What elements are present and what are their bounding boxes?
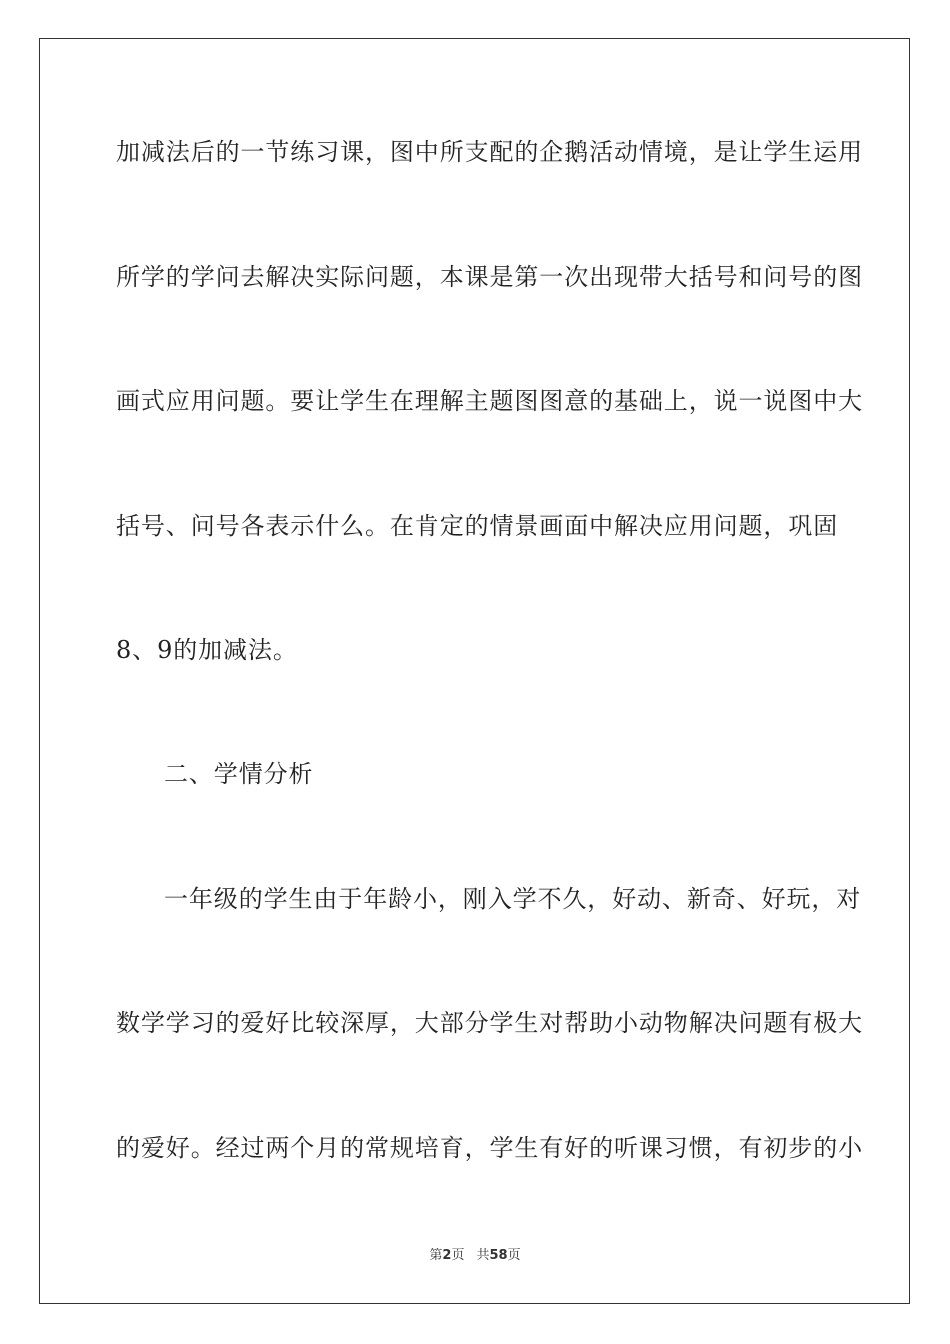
body-line: 画式应用问题。要让学生在理解主题图图意的基础上，说一说图中大 (116, 387, 863, 415)
page-border (39, 38, 910, 1304)
body-line: 8、9的加减法。 (116, 636, 298, 664)
footer-page-number: 2 (442, 1248, 452, 1263)
body-line: 一年级的学生由于年龄小，刚入学不久，好动、新奇、好玩，对 (164, 885, 862, 913)
footer-total-pages: 58 (489, 1248, 508, 1263)
body-line: 括号、问号各表示什么。在肯定的情景画面中解决应用问题，巩固 (116, 512, 839, 540)
page-footer (0, 1247, 950, 1265)
body-line: 的爱好。经过两个月的常规培育，学生有好的听课习惯，有初步的小 (116, 1134, 863, 1162)
section-heading: 二、学情分析 (164, 760, 314, 788)
body-line: 加减法后的一节练习课，图中所支配的企鹅活动情境，是让学生运用 (116, 138, 863, 166)
body-line: 数学学习的爱好比较深厚，大部分学生对帮助小动物解决问题有极大 (116, 1009, 863, 1037)
footer-total-suffix: 页 (507, 1248, 521, 1263)
body-line: 所学的学问去解决实际问题，本课是第一次出现带大括号和问号的图 (116, 263, 863, 291)
footer-page-suffix: 页 (451, 1248, 465, 1263)
footer-page-prefix: 第 (429, 1248, 443, 1263)
footer-total-prefix: 共 (476, 1248, 490, 1263)
